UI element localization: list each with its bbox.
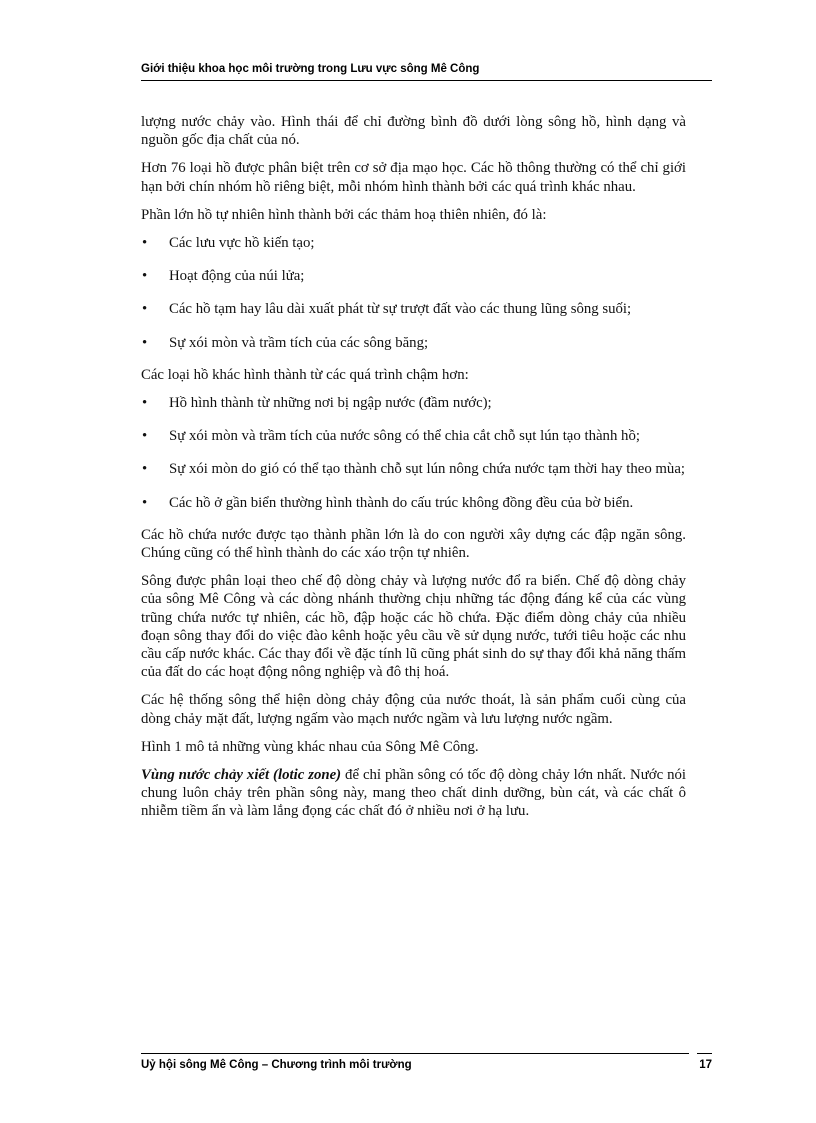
header-title: Giới thiệu khoa học môi trường trong Lưu vực sông Mê Công bbox=[141, 63, 480, 75]
list-item bbox=[141, 394, 686, 412]
paragraph: Hình 1 mô tả những vùng khác nhau của Sông Mê Công. bbox=[141, 738, 479, 755]
list-item bbox=[141, 427, 686, 445]
list-item-text: Sự xói mòn và trầm tích của các sông băng; bbox=[169, 334, 429, 351]
list-item-text: Các hồ ở gần biển thường hình thành do cấu trúc không đồng đều của bờ biển. bbox=[169, 494, 634, 511]
bullet-icon: • bbox=[142, 461, 148, 478]
natural-lake-causes-list bbox=[141, 234, 686, 352]
paragraph: lượng nước chảy vào. Hình thái để chỉ đường bình đồ dưới lòng sông hồ, hình dạng và nguồn gốc địa chất của nó. bbox=[141, 114, 686, 149]
bullet-icon: • bbox=[142, 395, 148, 412]
paragraph: Sông được phân loại theo chế độ dòng chảy và lượng nước đổ ra biển. Chế độ dòng chảy của sông Mê Công và các dòng nhánh thường chịu những tác động đáng kể của các vùng trũng chứa nước tự nhiên, các hồ, đập hoặc các hồ chứa. Đặc điểm dòng chảy của nhiều đoạn sông thay đổi do việc đào kênh hoặc yêu cầu về sử dụng nước, tưới tiêu hoặc các nhu cầu cấp nước khác. Các thay đổi về đặc tính lũ cũng phát sinh do sự thay đổi khả năng thấm của đất do các hoạt động nông nghiệp và đô thị hoá. bbox=[141, 573, 686, 681]
list-item-text: Sự xói mòn và trầm tích của nước sông có thể chia cắt chỗ sụt lún tạo thành hồ; bbox=[169, 428, 640, 445]
bullet-icon: • bbox=[142, 235, 148, 252]
bullet-icon: • bbox=[142, 428, 148, 445]
list-item bbox=[141, 460, 686, 478]
footer-organization: Uỷ hội sông Mê Công – Chương trình môi trường bbox=[141, 1059, 412, 1071]
bullet-icon: • bbox=[142, 301, 148, 318]
bullet-icon: • bbox=[142, 494, 148, 511]
lotic-zone-term: Vùng nước chảy xiết (lotic zone) bbox=[141, 767, 342, 784]
page-header bbox=[141, 62, 712, 81]
footer-rule-short bbox=[697, 1053, 712, 1054]
page-number: 17 bbox=[699, 1059, 712, 1071]
footer-rule bbox=[141, 1053, 689, 1054]
list-item bbox=[141, 494, 686, 512]
list-item-text: Sự xói mòn do gió có thể tạo thành chỗ sụt lún nông chứa nước tạm thời hay theo mùa; bbox=[169, 461, 686, 478]
list-item-text: Các lưu vực hồ kiến tạo; bbox=[169, 235, 315, 252]
page-body bbox=[141, 113, 686, 831]
paragraph bbox=[141, 766, 686, 821]
bullet-icon: • bbox=[142, 334, 148, 351]
paragraph: Các hồ chứa nước được tạo thành phần lớn là do con người xây dựng các đập ngăn sông. Chúng cũng có thể hình thành do các xáo trộn tự nhiên. bbox=[141, 526, 686, 562]
paragraph: Các loại hồ khác hình thành từ các quá trình chậm hơn: bbox=[141, 366, 469, 383]
list-item bbox=[141, 234, 686, 252]
slow-process-lakes-list bbox=[141, 394, 686, 512]
paragraph: Hơn 76 loại hồ được phân biệt trên cơ sở địa mạo học. Các hồ thông thường có thể chỉ giới hạn bởi chín nhóm hồ riêng biệt, mỗi nhóm hình thành bởi các quá trình khác nhau. bbox=[141, 160, 686, 195]
list-item-text: Các hồ tạm hay lâu dài xuất phát từ sự trượt đất vào các thung lũng sông suối; bbox=[169, 301, 632, 318]
list-item bbox=[141, 300, 686, 318]
list-item-text: Hồ hình thành từ những nơi bị ngập nước (đầm nước); bbox=[169, 395, 492, 412]
list-item-text: Hoạt động của núi lửa; bbox=[169, 268, 305, 285]
page-footer bbox=[141, 1053, 712, 1077]
bullet-icon: • bbox=[142, 268, 148, 285]
paragraph: Các hệ thống sông thể hiện dòng chảy động của nước thoát, là sản phẩm cuối cùng của dòng chảy mặt đất, lượng ngấm vào mạch nước ngầm và lưu lượng nước ngầm. bbox=[141, 692, 686, 727]
paragraph-text: để chỉ phần sông có tốc độ dòng chảy lớn nhất. Nước nói chung luôn chảy trên phần sông này, mang theo chất dinh dưỡng, bùn cát, và các chất ô nhiễm tiềm ẩn và làm lắng đọng các chất đó ở nhiều nơi ở hạ lưu. bbox=[141, 767, 686, 820]
list-item bbox=[141, 267, 686, 285]
list-item bbox=[141, 334, 686, 352]
paragraph: Phần lớn hồ tự nhiên hình thành bởi các thảm hoạ thiên nhiên, đó là: bbox=[141, 206, 547, 223]
